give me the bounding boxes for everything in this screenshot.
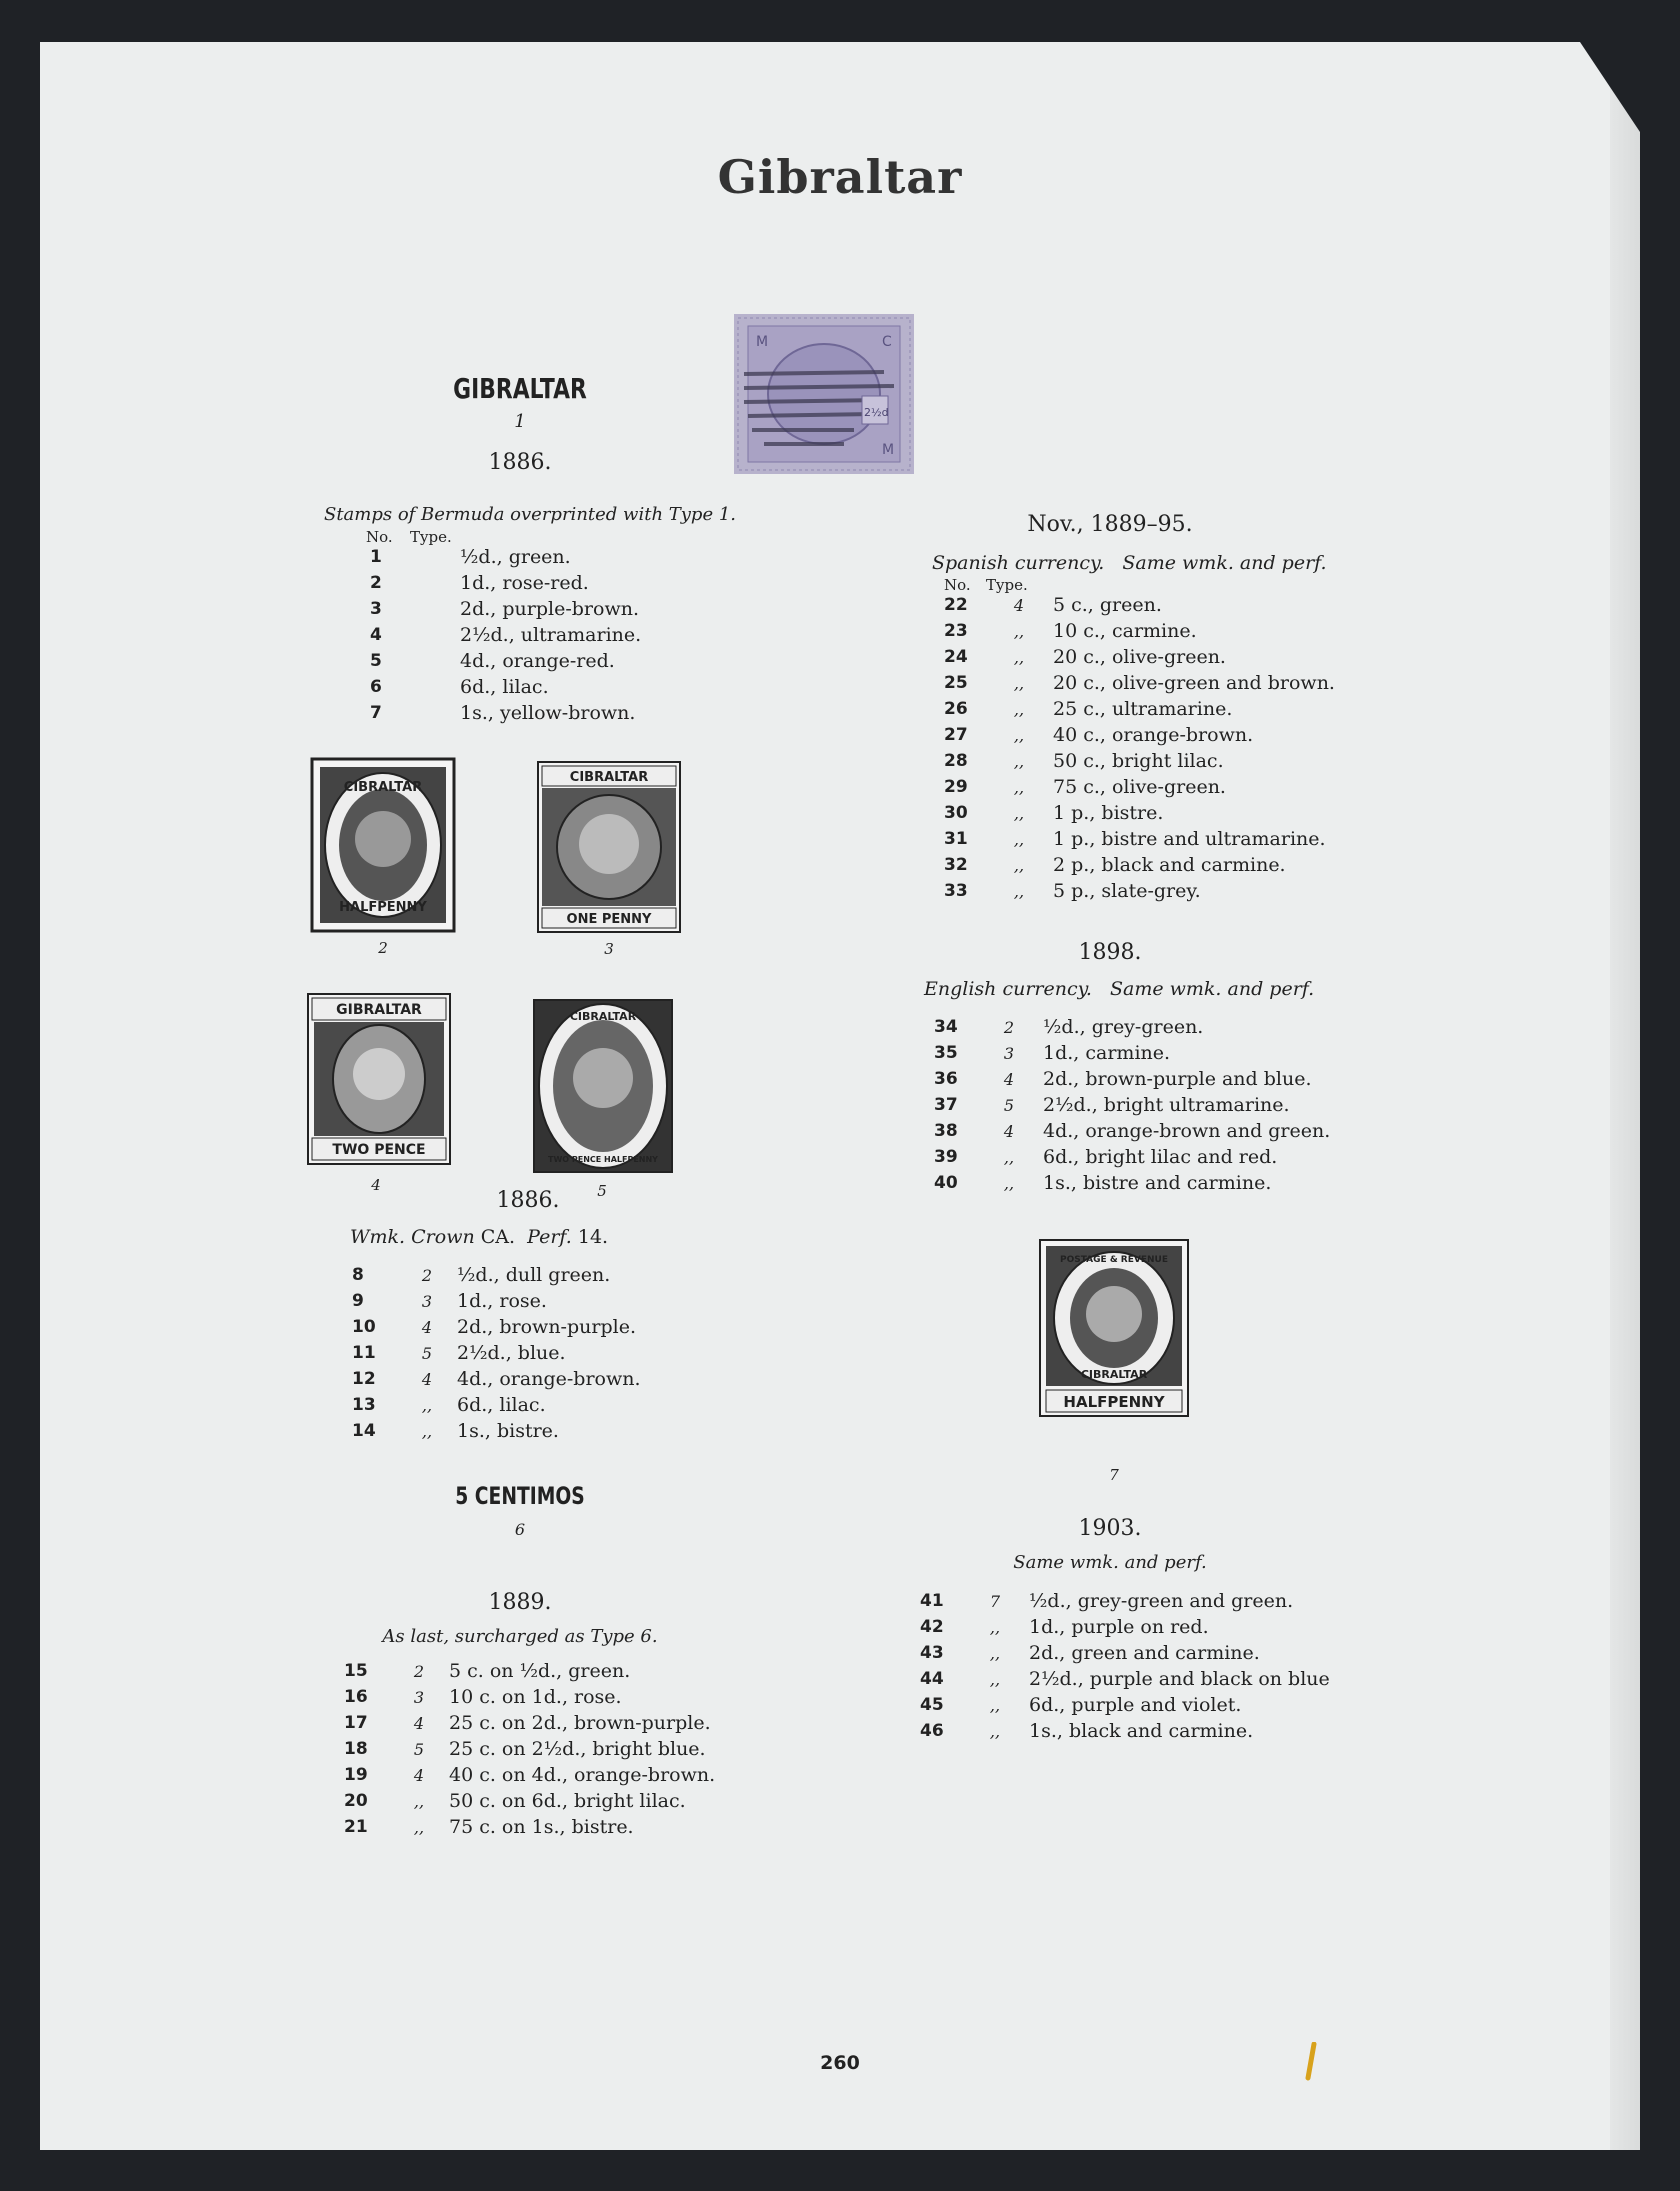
- type3-bottom-label: ONE PENNY: [566, 912, 652, 927]
- stamp-number: 43: [920, 1643, 944, 1663]
- stamp-description: 50 c. on 6d., bright lilac.: [449, 1790, 686, 1812]
- stamp-description: 1s., yellow-brown.: [460, 702, 636, 724]
- stamp-number: 30: [944, 803, 968, 823]
- surcharge-block: [370, 1482, 670, 1539]
- stamp-number: 44: [920, 1669, 944, 1689]
- stamp-type: ,,: [421, 1395, 433, 1415]
- stamp-number: 24: [944, 647, 968, 667]
- stamp-number: 41: [920, 1591, 944, 1611]
- stamp-table-1886b: [352, 1262, 641, 1444]
- stamp-table-1886: [370, 544, 641, 726]
- stamp-type: ,,: [421, 1421, 433, 1441]
- stamp-illustration-type-7: [1038, 1238, 1190, 1422]
- stamp-description: 2½d., bright ultramarine.: [1043, 1094, 1290, 1116]
- stamp-description: 2 p., black and carmine.: [1053, 854, 1286, 876]
- stamp-number: 22: [944, 595, 968, 615]
- stamp-number: 35: [934, 1043, 958, 1063]
- stamp-type: 7: [989, 1591, 1001, 1611]
- subtitle-ca: CA.: [480, 1226, 516, 1248]
- stamp-description: 5 c., green.: [1053, 594, 1162, 616]
- stamp-description: 1 p., bistre.: [1053, 802, 1164, 824]
- stamp-type: 3: [413, 1687, 425, 1707]
- stamp-number: 1: [370, 547, 382, 567]
- stamp-type: 2: [1003, 1017, 1015, 1037]
- stamp-description: 2d., brown-purple and blue.: [1043, 1068, 1312, 1090]
- stamp-value: 2½d: [864, 406, 889, 419]
- stamp-description: 40 c., orange-brown.: [1053, 724, 1254, 746]
- stamp-description: 50 c., bright lilac.: [1053, 750, 1224, 772]
- stamp-illustration-type-5: [532, 998, 674, 1178]
- caption-type-7: 7: [1109, 1466, 1119, 1484]
- stamp-number: 17: [344, 1713, 368, 1733]
- column-header-no: No.: [366, 528, 393, 546]
- stamp-type: 4: [1003, 1121, 1015, 1141]
- section-1889-subtitle: As last, surcharged as Type 6.: [382, 1626, 658, 1647]
- stamp-number: 39: [934, 1147, 958, 1167]
- stamp-number: 14: [352, 1421, 376, 1441]
- stamp-description: 10 c., carmine.: [1053, 620, 1197, 642]
- stamp-type: 5: [413, 1739, 425, 1759]
- stamp-table-1898: [934, 1014, 1330, 1196]
- page-title: Gibraltar: [717, 150, 963, 204]
- stamp-description: 10 c. on 1d., rose.: [449, 1686, 622, 1708]
- stamp-description: 75 c. on 1s., bistre.: [449, 1816, 634, 1838]
- stamp-number: 10: [352, 1317, 376, 1337]
- type7-side-label: POSTAGE & REVENUE: [1060, 1255, 1168, 1265]
- stamp-type: ,,: [1003, 1147, 1015, 1167]
- stamp-type: 4: [1003, 1069, 1015, 1089]
- caption-type-5: 5: [597, 1182, 607, 1200]
- stamp-number: 36: [934, 1069, 958, 1089]
- type3-top-label: CIBRALTAR: [569, 770, 649, 785]
- stamp-table-1889: [344, 1658, 715, 1840]
- stamp-description: 1 p., bistre and ultramarine.: [1053, 828, 1326, 850]
- stamp-type: 5: [1003, 1095, 1015, 1115]
- stamp-description: 75 c., olive-green.: [1053, 776, 1226, 798]
- stamp-number: 12: [352, 1369, 376, 1389]
- stamp-type: 3: [421, 1291, 433, 1311]
- stamp-number: 19: [344, 1765, 368, 1785]
- stamp-description: 25 c. on 2d., brown-purple.: [449, 1712, 711, 1734]
- stamp-description: 2½d., blue.: [457, 1342, 566, 1364]
- stamp-illustration-type-2: [310, 757, 456, 937]
- stamp-table-1903: [920, 1588, 1330, 1744]
- subtitle-currency: Spanish currency.: [932, 552, 1105, 574]
- subtitle-wmk-perf: Same wmk. and perf.: [1122, 552, 1327, 574]
- subtitle-currency: English currency.: [924, 978, 1092, 1000]
- section-1898-year: 1898.: [1078, 940, 1142, 965]
- stamp-number: 31: [944, 829, 968, 849]
- type2-bottom-label: HALFPENNY: [339, 900, 427, 915]
- stamp-number: 29: [944, 777, 968, 797]
- stamp-type: ,,: [1013, 647, 1025, 667]
- stamp-type: ,,: [1013, 777, 1025, 797]
- stamp-description: 1s., bistre and carmine.: [1043, 1172, 1272, 1194]
- stamp-description: 5 c. on ½d., green.: [449, 1660, 631, 1682]
- stamp-description: 2d., purple-brown.: [460, 598, 639, 620]
- stamp-description: 4d., orange-red.: [460, 650, 615, 672]
- stamp-type: 2: [421, 1265, 433, 1285]
- stamp-number: 37: [934, 1095, 958, 1115]
- stamp-type: 2: [413, 1661, 425, 1681]
- stamp-description: 4d., orange-brown and green.: [1043, 1120, 1331, 1142]
- section-1889-year: 1889.: [488, 1590, 552, 1615]
- stamp-number: 26: [944, 699, 968, 719]
- caption-type-4: 4: [371, 1176, 381, 1194]
- album-page: [40, 42, 1640, 2150]
- surcharge-type-number: 6: [514, 1520, 526, 1539]
- stamp-type: ,,: [989, 1721, 1001, 1741]
- stamp-type: 3: [1003, 1043, 1015, 1063]
- stamp-description: ½d., grey-green and green.: [1029, 1590, 1294, 1612]
- stamp-description: 4d., orange-brown.: [457, 1368, 641, 1390]
- stamp-number: 3: [370, 599, 382, 619]
- stamp-number: 18: [344, 1739, 368, 1759]
- type4-bottom-label: TWO PENCE: [332, 1142, 426, 1158]
- subtitle-wmk-perf: Same wmk. and perf.: [1110, 978, 1315, 1000]
- stamp-description: 5 p., slate-grey.: [1053, 880, 1201, 902]
- stamp-description: 20 c., olive-green and brown.: [1053, 672, 1335, 694]
- stamp-number: 11: [352, 1343, 376, 1363]
- stamp-number: 5: [370, 651, 382, 671]
- stamp-type: ,,: [1013, 751, 1025, 771]
- stamp-number: 25: [944, 673, 968, 693]
- stamp-type: ,,: [1013, 829, 1025, 849]
- section-1903-subtitle: Same wmk. and perf.: [1013, 1552, 1207, 1573]
- stamp-description: 2½d., ultramarine.: [460, 624, 642, 646]
- stamp-description: 6d., purple and violet.: [1029, 1694, 1242, 1716]
- type4-top-label: GIBRALTAR: [336, 1002, 422, 1018]
- stamp-type: 4: [413, 1765, 425, 1785]
- stamp-type: ,,: [989, 1695, 1001, 1715]
- stamp-illustration-type-4: [306, 992, 452, 1170]
- type2-top-label: CIBRALTAR: [343, 780, 423, 795]
- stamp-number: 6: [370, 677, 382, 697]
- stamp-description: ½d., green.: [460, 546, 571, 568]
- mounted-stamp[interactable]: [734, 314, 914, 474]
- stamp-type: ,,: [1003, 1173, 1015, 1193]
- stamp-type: ,,: [1013, 881, 1025, 901]
- stamp-number: 20: [344, 1791, 368, 1811]
- subtitle-wmk: Wmk. Crown: [350, 1226, 475, 1248]
- stamp-description: 2d., green and carmine.: [1029, 1642, 1260, 1664]
- type5-top-label: CIBRALTAR: [569, 1010, 637, 1023]
- stamp-number: 16: [344, 1687, 368, 1707]
- stamp-number: 9: [352, 1291, 364, 1311]
- stamp-description: 2½d., purple and black on blue: [1029, 1668, 1330, 1690]
- stamp-description: 40 c. on 4d., orange-brown.: [449, 1764, 716, 1786]
- stamp-illustration-type-3: [536, 760, 682, 938]
- stamp-number: 15: [344, 1661, 368, 1681]
- stamp-number: 32: [944, 855, 968, 875]
- stamp-number: 13: [352, 1395, 376, 1415]
- stamp-type: ,,: [413, 1791, 425, 1811]
- column-header-no-right: No.: [944, 576, 971, 594]
- section-1889-95-subtitle: [932, 552, 1327, 574]
- stamp-type: ,,: [1013, 699, 1025, 719]
- mounted-stamp-svg: [734, 314, 914, 474]
- stamp-description: 1s., black and carmine.: [1029, 1720, 1254, 1742]
- caption-type-3: 3: [604, 940, 614, 958]
- section-1898-subtitle: [924, 978, 1314, 1000]
- stamp-type: ,,: [1013, 725, 1025, 745]
- stamp-description: 25 c. on 2½d., bright blue.: [449, 1738, 706, 1760]
- caption-type-2: 2: [378, 939, 388, 957]
- stamp-number: 34: [934, 1017, 958, 1037]
- section-1886b-subtitle: [350, 1226, 608, 1248]
- stamp-type: ,,: [989, 1669, 1001, 1689]
- stamp-type: ,,: [1013, 673, 1025, 693]
- stamp-description: ½d., grey-green.: [1043, 1016, 1204, 1038]
- stamp-corner-m2: M: [882, 442, 895, 458]
- stamp-number: 8: [352, 1265, 364, 1285]
- subtitle-perf-value: 14.: [577, 1226, 609, 1248]
- stamp-number: 21: [344, 1817, 368, 1837]
- section-1889-95-year: Nov., 1889–95.: [1027, 512, 1193, 537]
- type7-arc-label: CIBRALTAR: [1080, 1368, 1148, 1381]
- stamp-type: ,,: [1013, 803, 1025, 823]
- stamp-description: 1s., bistre.: [457, 1420, 559, 1442]
- stamp-type: 4: [413, 1713, 425, 1733]
- stamp-type: ,,: [989, 1643, 1001, 1663]
- stamp-type: ,,: [1013, 621, 1025, 641]
- page-number: 260: [820, 2052, 860, 2074]
- column-header-type: Type.: [410, 528, 452, 546]
- stamp-type: ,,: [1013, 855, 1025, 875]
- stamp-number: 45: [920, 1695, 944, 1715]
- stamp-number: 28: [944, 751, 968, 771]
- stamp-type: 4: [1013, 595, 1025, 615]
- stamp-number: 4: [370, 625, 382, 645]
- page-edge: [1610, 42, 1640, 2150]
- surcharge-label: 5 CENTIMOS: [455, 1482, 585, 1510]
- stamp-table-1889-95: [944, 592, 1335, 904]
- stamp-corner-m1: M: [756, 334, 769, 350]
- stamp-description: 1d., carmine.: [1043, 1042, 1171, 1064]
- stamp-number: 46: [920, 1721, 944, 1741]
- stamp-number: 40: [934, 1173, 958, 1193]
- type7-bottom-label: HALFPENNY: [1063, 1393, 1165, 1411]
- stamp-number: 7: [370, 703, 382, 723]
- stamp-description: ½d., dull green.: [457, 1264, 611, 1286]
- section-1886-subtitle: Stamps of Bermuda overprinted with Type 1.: [323, 504, 736, 525]
- stamp-description: 25 c., ultramarine.: [1053, 698, 1233, 720]
- section-1886-year: 1886.: [488, 450, 552, 475]
- stamp-number: 23: [944, 621, 968, 641]
- stamp-corner-c: C: [882, 334, 892, 350]
- stamp-description: 2d., brown-purple.: [457, 1316, 636, 1338]
- stamp-description: 1d., rose-red.: [460, 572, 589, 594]
- stamp-description: 6d., lilac.: [460, 676, 549, 698]
- stamp-description: 6d., bright lilac and red.: [1043, 1146, 1278, 1168]
- stamp-number: 42: [920, 1617, 944, 1637]
- section-1903-year: 1903.: [1078, 1516, 1142, 1541]
- stamp-number: 2: [370, 573, 382, 593]
- stamp-description: 6d., lilac.: [457, 1394, 546, 1416]
- stamp-number: 27: [944, 725, 968, 745]
- subtitle-perf: Perf.: [527, 1226, 572, 1248]
- column-header-type-right: Type.: [986, 576, 1028, 594]
- stamp-type: ,,: [413, 1817, 425, 1837]
- section-1886b-year: 1886.: [496, 1188, 560, 1213]
- stamp-number: 38: [934, 1121, 958, 1141]
- stamp-type: 5: [421, 1343, 433, 1363]
- stamp-type: 4: [421, 1317, 433, 1337]
- type5-bottom-label: TWO PENCE HALFPENNY: [548, 1155, 658, 1164]
- stamp-type: ,,: [989, 1617, 1001, 1637]
- stamp-type: 4: [421, 1369, 433, 1389]
- left-heading-block: [370, 372, 670, 475]
- stamp-description: 1d., purple on red.: [1029, 1616, 1209, 1638]
- stamp-description: 1d., rose.: [457, 1290, 547, 1312]
- stamp-description: 20 c., olive-green.: [1053, 646, 1226, 668]
- stamp-number: 33: [944, 881, 968, 901]
- country-heading: GIBRALTAR: [453, 372, 587, 405]
- heading-type-number: 1: [514, 411, 526, 432]
